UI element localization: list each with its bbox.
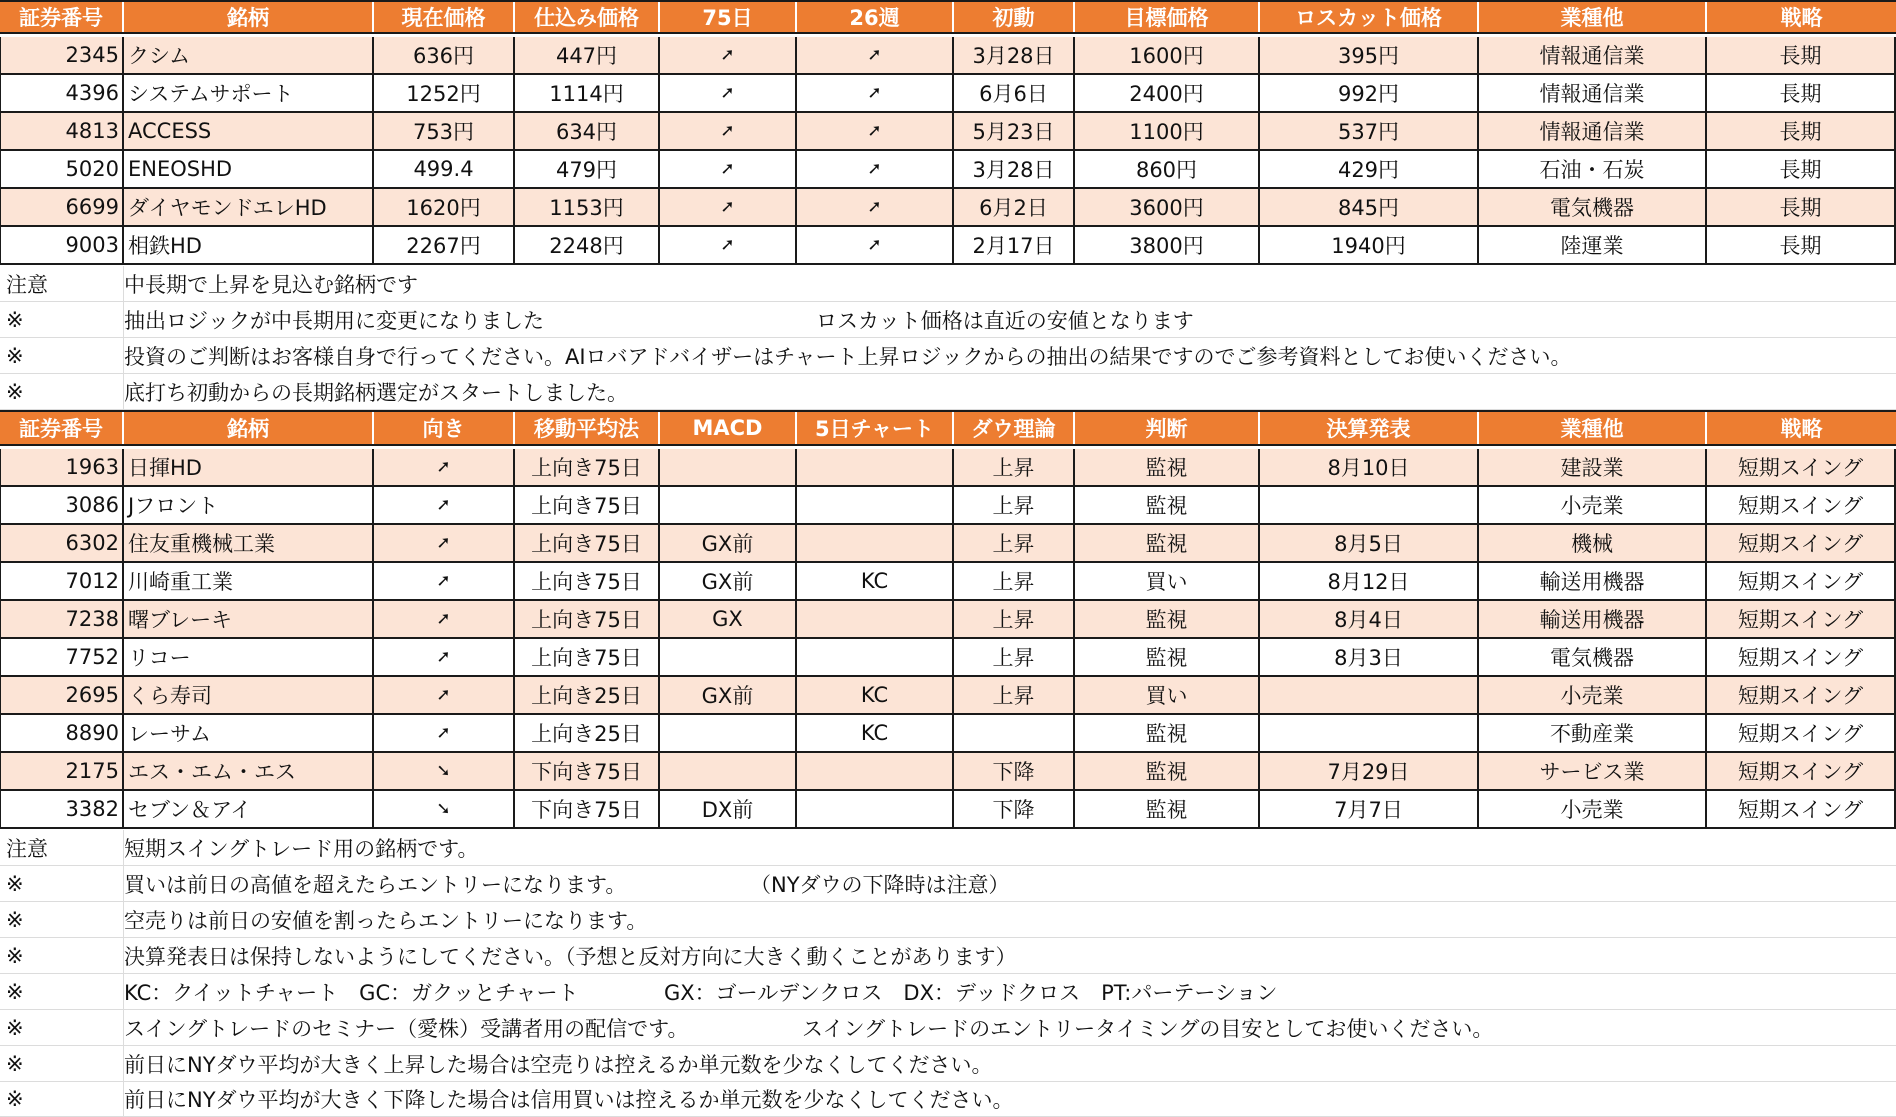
cell-sector[interactable]: 不動産業: [1479, 715, 1707, 751]
cell-entry[interactable]: 479円: [515, 151, 660, 187]
cell-target[interactable]: 3800円: [1075, 227, 1260, 263]
cell-direction[interactable]: [374, 715, 515, 751]
cell-75d[interactable]: [660, 113, 797, 149]
cell-dow[interactable]: 上昇: [954, 449, 1075, 485]
cell-strategy[interactable]: 長期: [1707, 189, 1896, 225]
down-right-arrow-icon: ➘: [436, 799, 451, 819]
cell-macd[interactable]: GX: [660, 601, 797, 637]
cell-26w[interactable]: [797, 151, 954, 187]
note-text[interactable]: 底打ち初動からの長期銘柄選定がスタートしました。: [124, 380, 628, 405]
cell-judgment[interactable]: 買い: [1075, 677, 1260, 713]
up-right-arrow-icon: ➚: [436, 685, 451, 705]
cell-dow[interactable]: 上昇: [954, 601, 1075, 637]
cell-price[interactable]: 1620円: [374, 189, 515, 225]
note-text-secondary[interactable]: GX：ゴールデンクロス DX：デッドクロス PT:パーテーション: [664, 980, 1278, 1005]
cell-sector[interactable]: 情報通信業: [1479, 37, 1707, 73]
cell-sector[interactable]: 情報通信業: [1479, 113, 1707, 149]
cell-name[interactable]: ENEOSHD: [124, 151, 374, 187]
t2-header-sector[interactable]: 業種他: [1479, 412, 1707, 444]
cell-code[interactable]: 7752: [0, 639, 124, 675]
cell-dow[interactable]: 上昇: [954, 563, 1075, 599]
cell-start[interactable]: 2月17日: [954, 227, 1075, 263]
cell-name[interactable]: くら寿司: [124, 677, 374, 713]
cell-strategy[interactable]: 短期スイング: [1707, 791, 1896, 827]
cell-direction[interactable]: [374, 449, 515, 485]
note-row: [0, 338, 1896, 374]
cell-26w[interactable]: [797, 227, 954, 263]
cell-judgment[interactable]: 監視: [1075, 639, 1260, 675]
cell-price[interactable]: 2267円: [374, 227, 515, 263]
cell-start[interactable]: 3月28日: [954, 37, 1075, 73]
cell-sector[interactable]: 陸運業: [1479, 227, 1707, 263]
cell-5day-chart[interactable]: [797, 449, 954, 485]
note-row: [0, 302, 1896, 338]
cell-earnings[interactable]: 7月29日: [1260, 753, 1479, 789]
note-row: [0, 266, 1896, 302]
cell-strategy[interactable]: 長期: [1707, 227, 1896, 263]
cell-sector[interactable]: 建設業: [1479, 449, 1707, 485]
note-mark[interactable]: ※: [0, 1046, 124, 1081]
cell-losscut[interactable]: 395円: [1260, 37, 1479, 73]
note-row: [0, 374, 1896, 410]
cell-ma[interactable]: 上向き75日: [515, 525, 660, 561]
cell-code[interactable]: 2175: [0, 753, 124, 789]
cell-sector[interactable]: 機械: [1479, 525, 1707, 561]
cell-strategy[interactable]: 短期スイング: [1707, 563, 1896, 599]
cell-5day-chart[interactable]: KC: [797, 563, 954, 599]
t1-header-75d[interactable]: 75日: [660, 2, 797, 32]
note-mark[interactable]: 注意: [0, 266, 124, 301]
cell-strategy[interactable]: 短期スイング: [1707, 677, 1896, 713]
note-text[interactable]: 投資のご判断はお客様自身で行ってください。AIロバアドバイザーはチャート上昇ロジックからの抽出の結果ですのでご参考資料としてお使いください。: [124, 344, 1572, 369]
cell-code[interactable]: 4396: [0, 75, 124, 111]
cell-start[interactable]: 5月23日: [954, 113, 1075, 149]
cell-5day-chart[interactable]: [797, 791, 954, 827]
cell-dow[interactable]: 上昇: [954, 487, 1075, 523]
cell-5day-chart[interactable]: [797, 601, 954, 637]
cell-judgment[interactable]: 監視: [1075, 487, 1260, 523]
cell-5day-chart[interactable]: KC: [797, 715, 954, 751]
cell-macd[interactable]: [660, 639, 797, 675]
cell-ma[interactable]: 上向き75日: [515, 563, 660, 599]
t2-header-earnings[interactable]: 決算発表: [1260, 412, 1479, 444]
cell-sector[interactable]: 小売業: [1479, 487, 1707, 523]
table-row: [0, 37, 1896, 75]
cell-start[interactable]: 6月2日: [954, 189, 1075, 225]
cell-strategy[interactable]: 短期スイング: [1707, 753, 1896, 789]
cell-75d[interactable]: [660, 151, 797, 187]
table-row: [0, 563, 1896, 601]
cell-macd[interactable]: GX前: [660, 563, 797, 599]
table-row: [0, 601, 1896, 639]
up-right-arrow-icon: ➚: [720, 121, 735, 141]
cell-losscut[interactable]: 992円: [1260, 75, 1479, 111]
cell-macd[interactable]: [660, 449, 797, 485]
cell-macd[interactable]: DX前: [660, 791, 797, 827]
cell-ma[interactable]: 下向き75日: [515, 791, 660, 827]
cell-code[interactable]: 3382: [0, 791, 124, 827]
up-right-arrow-icon: ➚: [867, 235, 882, 255]
cell-price[interactable]: 753円: [374, 113, 515, 149]
cell-earnings[interactable]: 7月7日: [1260, 791, 1479, 827]
cell-code[interactable]: 1963: [0, 449, 124, 485]
cell-strategy[interactable]: 長期: [1707, 37, 1896, 73]
cell-name[interactable]: 川崎重工業: [124, 563, 374, 599]
cell-entry[interactable]: 634円: [515, 113, 660, 149]
cell-earnings[interactable]: 8月4日: [1260, 601, 1479, 637]
cell-name[interactable]: エス・エム・エス: [124, 753, 374, 789]
note-row: [0, 830, 1896, 866]
table-row: [0, 715, 1896, 753]
t1-header-start[interactable]: 初動: [954, 2, 1075, 32]
cell-judgment[interactable]: 監視: [1075, 791, 1260, 827]
t2-header-ma[interactable]: 移動平均法: [515, 412, 660, 444]
cell-code[interactable]: 3086: [0, 487, 124, 523]
cell-price[interactable]: 499.4: [374, 151, 515, 187]
cell-code[interactable]: 6302: [0, 525, 124, 561]
cell-5day-chart[interactable]: [797, 487, 954, 523]
note-mark[interactable]: ※: [0, 338, 124, 373]
note-text[interactable]: 空売りは前日の安値を割ったらエントリーになります。: [124, 908, 648, 933]
cell-75d[interactable]: [660, 189, 797, 225]
up-right-arrow-icon: ➚: [720, 235, 735, 255]
up-right-arrow-icon: ➚: [867, 45, 882, 65]
up-right-arrow-icon: ➚: [436, 533, 451, 553]
up-right-arrow-icon: ➚: [720, 197, 735, 217]
cell-dow[interactable]: 下降: [954, 791, 1075, 827]
cell-direction[interactable]: [374, 753, 515, 789]
note-mark[interactable]: ※: [0, 1082, 124, 1116]
note-text-secondary[interactable]: ロスカット価格は直近の安値となります: [816, 308, 1194, 333]
cell-code[interactable]: 9003: [0, 227, 124, 263]
note-mark[interactable]: 注意: [0, 830, 124, 865]
cell-name[interactable]: 曙ブレーキ: [124, 601, 374, 637]
cell-direction[interactable]: [374, 601, 515, 637]
cell-75d[interactable]: [660, 227, 797, 263]
cell-earnings[interactable]: 8月10日: [1260, 449, 1479, 485]
cell-target[interactable]: 860円: [1075, 151, 1260, 187]
table-row: [0, 449, 1896, 487]
table-row: [0, 677, 1896, 715]
note-row: [0, 866, 1896, 902]
note-row: [0, 974, 1896, 1010]
cell-losscut[interactable]: 1940円: [1260, 227, 1479, 263]
cell-strategy[interactable]: 短期スイング: [1707, 487, 1896, 523]
note-text[interactable]: KC：クイットチャート GC：ガクッとチャート: [124, 980, 579, 1005]
table-row: [0, 227, 1896, 265]
cell-judgment[interactable]: 監視: [1075, 525, 1260, 561]
note-row: [0, 1082, 1896, 1117]
cell-strategy[interactable]: 短期スイング: [1707, 525, 1896, 561]
cell-name[interactable]: システムサポート: [124, 75, 374, 111]
table-row: [0, 113, 1896, 151]
cell-target[interactable]: 3600円: [1075, 189, 1260, 225]
cell-26w[interactable]: [797, 113, 954, 149]
up-right-arrow-icon: ➚: [436, 723, 451, 743]
cell-macd[interactable]: [660, 487, 797, 523]
cell-strategy[interactable]: 長期: [1707, 151, 1896, 187]
cell-name[interactable]: ダイヤモンドエレHD: [124, 189, 374, 225]
cell-sector[interactable]: 輸送用機器: [1479, 601, 1707, 637]
table-row: [0, 791, 1896, 829]
cell-price[interactable]: 636円: [374, 37, 515, 73]
cell-direction[interactable]: [374, 791, 515, 827]
t1-header-price[interactable]: 現在価格: [374, 2, 515, 32]
t1-header-sector[interactable]: 業種他: [1479, 2, 1707, 32]
note-text[interactable]: 前日にNYダウ平均が大きく下降した場合は信用買いは控えるか単元数を少なくしてください。: [124, 1088, 1014, 1112]
up-right-arrow-icon: ➚: [436, 609, 451, 629]
t2-header-macd[interactable]: MACD: [660, 412, 797, 444]
cell-name[interactable]: 住友重機械工業: [124, 525, 374, 561]
cell-strategy[interactable]: 長期: [1707, 113, 1896, 149]
up-right-arrow-icon: ➚: [720, 83, 735, 103]
cell-judgment[interactable]: 監視: [1075, 715, 1260, 751]
cell-judgment[interactable]: 監視: [1075, 601, 1260, 637]
cell-dow[interactable]: 下降: [954, 753, 1075, 789]
cell-direction[interactable]: [374, 487, 515, 523]
cell-earnings[interactable]: [1260, 677, 1479, 713]
cell-26w[interactable]: [797, 189, 954, 225]
table2-header-row: [0, 410, 1896, 446]
cell-macd[interactable]: GX前: [660, 525, 797, 561]
cell-target[interactable]: 2400円: [1075, 75, 1260, 111]
cell-sector[interactable]: 電気機器: [1479, 189, 1707, 225]
t2-header-code[interactable]: 証券番号: [0, 412, 124, 444]
cell-code[interactable]: 6699: [0, 189, 124, 225]
up-right-arrow-icon: ➚: [436, 495, 451, 515]
t2-header-direction[interactable]: 向き: [374, 412, 515, 444]
note-mark[interactable]: ※: [0, 902, 124, 937]
cell-direction[interactable]: [374, 563, 515, 599]
note-mark[interactable]: ※: [0, 302, 124, 337]
cell-macd[interactable]: [660, 715, 797, 751]
cell-26w[interactable]: [797, 75, 954, 111]
t2-header-dow[interactable]: ダウ理論: [954, 412, 1075, 444]
cell-sector[interactable]: 情報通信業: [1479, 75, 1707, 111]
cell-target[interactable]: 1600円: [1075, 37, 1260, 73]
t1-header-name[interactable]: 銘柄: [124, 2, 374, 32]
cell-losscut[interactable]: 537円: [1260, 113, 1479, 149]
cell-sector[interactable]: 輸送用機器: [1479, 563, 1707, 599]
up-right-arrow-icon: ➚: [436, 457, 451, 477]
note-row: [0, 1010, 1896, 1046]
cell-entry[interactable]: 1114円: [515, 75, 660, 111]
cell-dow[interactable]: 上昇: [954, 525, 1075, 561]
cell-26w[interactable]: [797, 37, 954, 73]
table-row: [0, 189, 1896, 227]
cell-direction[interactable]: [374, 639, 515, 675]
cell-strategy[interactable]: 短期スイング: [1707, 715, 1896, 751]
table-row: [0, 151, 1896, 189]
cell-direction[interactable]: [374, 677, 515, 713]
t1-header-losscut[interactable]: ロスカット価格: [1260, 2, 1479, 32]
cell-name[interactable]: Jフロント: [124, 487, 374, 523]
note-text[interactable]: 中長期で上昇を見込む銘柄です: [124, 272, 418, 297]
cell-75d[interactable]: [660, 37, 797, 73]
cell-code[interactable]: 7238: [0, 601, 124, 637]
cell-entry[interactable]: 447円: [515, 37, 660, 73]
cell-ma[interactable]: 上向き75日: [515, 601, 660, 637]
cell-code[interactable]: 4813: [0, 113, 124, 149]
cell-strategy[interactable]: 短期スイング: [1707, 449, 1896, 485]
cell-earnings[interactable]: 8月3日: [1260, 639, 1479, 675]
cell-name[interactable]: 日揮HD: [124, 449, 374, 485]
cell-strategy[interactable]: 長期: [1707, 75, 1896, 111]
t2-header-5day-chart[interactable]: 5日チャート: [797, 412, 954, 444]
note-text-secondary[interactable]: （NYダウの下降時は注意）: [750, 872, 1010, 897]
t1-header-strategy[interactable]: 戦略: [1707, 2, 1896, 32]
cell-dow[interactable]: [954, 715, 1075, 751]
cell-earnings[interactable]: [1260, 487, 1479, 523]
cell-ma[interactable]: 上向き75日: [515, 639, 660, 675]
up-right-arrow-icon: ➚: [867, 83, 882, 103]
cell-target[interactable]: 1100円: [1075, 113, 1260, 149]
t2-header-name[interactable]: 銘柄: [124, 412, 374, 444]
note-text[interactable]: 買いは前日の高値を超えたらエントリーになります。: [124, 872, 627, 897]
cell-name[interactable]: クシム: [124, 37, 374, 73]
note-text[interactable]: 抽出ロジックが中長期用に変更になりました: [124, 308, 544, 333]
cell-sector[interactable]: 小売業: [1479, 791, 1707, 827]
cell-name[interactable]: リコー: [124, 639, 374, 675]
note-row: [0, 902, 1896, 938]
t2-header-judgment[interactable]: 判断: [1075, 412, 1260, 444]
cell-earnings[interactable]: [1260, 715, 1479, 751]
t1-header-target[interactable]: 目標価格: [1075, 2, 1260, 32]
cell-code[interactable]: 5020: [0, 151, 124, 187]
note-text[interactable]: 前日にNYダウ平均が大きく上昇した場合は空売りは控えるか単元数を少なくしてください。: [124, 1052, 993, 1077]
up-right-arrow-icon: ➚: [720, 45, 735, 65]
note-text[interactable]: 決算発表日は保持しないようにしてください。（予想と反対方向に大きく動くことがあります）: [124, 944, 1017, 969]
cell-5day-chart[interactable]: [797, 753, 954, 789]
cell-strategy[interactable]: 短期スイング: [1707, 601, 1896, 637]
cell-name[interactable]: ACCESS: [124, 113, 374, 149]
up-right-arrow-icon: ➚: [720, 159, 735, 179]
t1-header-code[interactable]: 証券番号: [0, 2, 124, 32]
cell-code[interactable]: 8890: [0, 715, 124, 751]
cell-5day-chart[interactable]: [797, 525, 954, 561]
t1-header-entry[interactable]: 仕込み価格: [515, 2, 660, 32]
cell-ma[interactable]: 上向き25日: [515, 715, 660, 751]
up-right-arrow-icon: ➚: [436, 647, 451, 667]
cell-judgment[interactable]: 監視: [1075, 449, 1260, 485]
cell-sector[interactable]: 電気機器: [1479, 639, 1707, 675]
note-mark[interactable]: ※: [0, 866, 124, 901]
down-right-arrow-icon: ➘: [436, 761, 451, 781]
up-right-arrow-icon: ➚: [867, 121, 882, 141]
table1-header-row: [0, 0, 1896, 34]
table-row: [0, 525, 1896, 563]
cell-losscut[interactable]: 845円: [1260, 189, 1479, 225]
cell-earnings[interactable]: 8月5日: [1260, 525, 1479, 561]
cell-price[interactable]: 1252円: [374, 75, 515, 111]
cell-code[interactable]: 7012: [0, 563, 124, 599]
up-right-arrow-icon: ➚: [436, 571, 451, 591]
cell-judgment[interactable]: 監視: [1075, 753, 1260, 789]
cell-losscut[interactable]: 429円: [1260, 151, 1479, 187]
table-row: [0, 639, 1896, 677]
note-row: [0, 938, 1896, 974]
up-right-arrow-icon: ➚: [867, 197, 882, 217]
note-text[interactable]: スイングトレードのセミナー（愛株）受講者用の配信です。: [124, 1016, 689, 1041]
cell-dow[interactable]: 上昇: [954, 677, 1075, 713]
cell-sector[interactable]: 小売業: [1479, 677, 1707, 713]
note-mark[interactable]: ※: [0, 938, 124, 973]
cell-ma[interactable]: 上向き75日: [515, 487, 660, 523]
table-row: [0, 487, 1896, 525]
cell-sector[interactable]: サービス業: [1479, 753, 1707, 789]
cell-ma[interactable]: 上向き25日: [515, 677, 660, 713]
cell-code[interactable]: 2695: [0, 677, 124, 713]
note-text-secondary[interactable]: スイングトレードのエントリータイミングの目安としてお使いください。: [802, 1016, 1494, 1041]
cell-entry[interactable]: 1153円: [515, 189, 660, 225]
cell-5day-chart[interactable]: KC: [797, 677, 954, 713]
cell-ma[interactable]: 上向き75日: [515, 449, 660, 485]
cell-start[interactable]: 6月6日: [954, 75, 1075, 111]
note-mark[interactable]: ※: [0, 374, 124, 409]
cell-strategy[interactable]: 短期スイング: [1707, 639, 1896, 675]
cell-75d[interactable]: [660, 75, 797, 111]
cell-name[interactable]: セブン＆アイ: [124, 791, 374, 827]
note-mark[interactable]: ※: [0, 974, 124, 1009]
up-right-arrow-icon: ➚: [867, 159, 882, 179]
cell-code[interactable]: 2345: [0, 37, 124, 73]
cell-start[interactable]: 3月28日: [954, 151, 1075, 187]
cell-dow[interactable]: 上昇: [954, 639, 1075, 675]
cell-macd[interactable]: GX前: [660, 677, 797, 713]
cell-earnings[interactable]: 8月12日: [1260, 563, 1479, 599]
note-text[interactable]: 短期スイングトレード用の銘柄です。: [124, 836, 479, 861]
note-mark[interactable]: ※: [0, 1010, 124, 1045]
cell-entry[interactable]: 2248円: [515, 227, 660, 263]
table-row: [0, 75, 1896, 113]
cell-name[interactable]: レーサム: [124, 715, 374, 751]
t2-header-strategy[interactable]: 戦略: [1707, 412, 1896, 444]
cell-judgment[interactable]: 買い: [1075, 563, 1260, 599]
cell-sector[interactable]: 石油・石炭: [1479, 151, 1707, 187]
cell-direction[interactable]: [374, 525, 515, 561]
table-row: [0, 753, 1896, 791]
cell-name[interactable]: 相鉄HD: [124, 227, 374, 263]
cell-5day-chart[interactable]: [797, 639, 954, 675]
cell-ma[interactable]: 下向き75日: [515, 753, 660, 789]
cell-macd[interactable]: [660, 753, 797, 789]
t1-header-26w[interactable]: 26週: [797, 2, 954, 32]
note-row: [0, 1046, 1896, 1082]
